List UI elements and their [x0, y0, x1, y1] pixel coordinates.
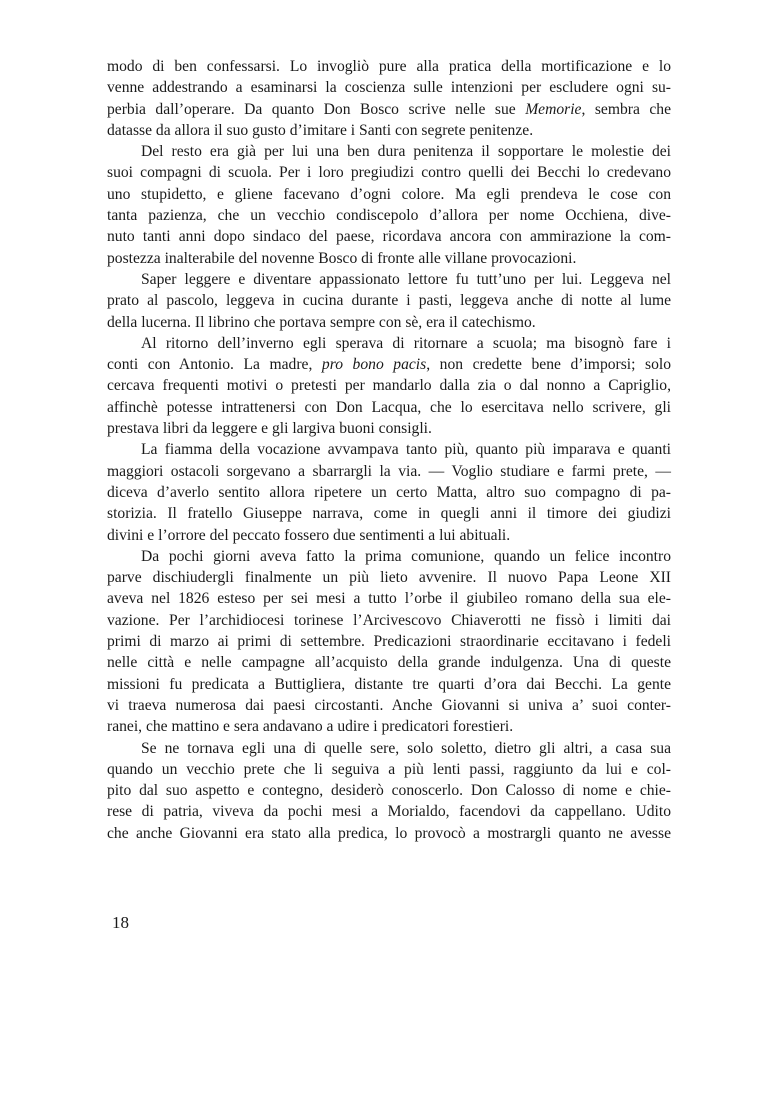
- text-line: conti con Antonio. La madre, pro bono pacis, non credette bene d’imporsi; solo: [107, 356, 672, 374]
- text-line: aveva nel 1826 esteso per sei mesi a tutto l’orbe il giubileo romano della sua ele-: [107, 590, 671, 608]
- paragraph: [107, 333, 671, 439]
- text-line: Saper leggere e diventare appassionato lettore fu tutt’uno per lui. Leggeva nel: [141, 270, 671, 288]
- text-line: uno stupidetto, e gliene facevano d’ogni colore. Ma egli prendeva le cose con: [107, 185, 671, 203]
- text-line: primi di marzo ai primi di settembre. Predicazioni straordinarie eccitavano i fedeli: [107, 633, 671, 651]
- italic-term: pro bono pacis: [321, 356, 427, 374]
- text-line: Al ritorno dell’inverno egli sperava di ritornare a scuola; ma bisognò fare i: [141, 334, 671, 352]
- text-line: Da pochi giorni aveva fatto la prima comunione, quando un felice incontro: [141, 547, 671, 565]
- text-line: quando un vecchio prete che li seguiva a più lenti passi, raggiunto da lui e col-: [107, 760, 671, 778]
- text-line: cercava frequenti motivi o pretesti per mandarlo dalla zia o dal nonno a Capriglio,: [107, 377, 671, 395]
- text-line: modo di ben confessarsi. Lo invogliò pure alla pratica della mortificazione e lo: [107, 58, 671, 75]
- page-body: [107, 56, 671, 844]
- text-line: suoi compagni di scuola. Per i loro pregiudizi contro quelli dei Becchi lo credevano: [107, 164, 671, 182]
- italic-term: Memorie: [525, 100, 582, 118]
- paragraph: [107, 141, 671, 269]
- paragraph: [107, 738, 671, 844]
- text-line: maggiori ostacoli sorgevano a sbarrargli la via. — Voglio studiare e farmi prete, —: [107, 462, 671, 480]
- text-line: diceva d’averlo sentito allora ripetere un certo Matta, altro suo compagno di pa-: [107, 483, 671, 501]
- text-line: La fiamma della vocazione avvampava tanto più, quanto più imparava e quanti: [141, 441, 671, 459]
- text-line: vi traeva numerosa dai paesi circostanti. Anche Giovanni si univa a’ suoi conter-: [107, 696, 671, 714]
- text-line: vazione. Per l’archidiocesi torinese l’Arcivescovo Chiaverotti ne fissò i limiti dai: [107, 611, 671, 629]
- page-number: 18: [112, 913, 129, 932]
- text-line: ranei, che mattino e sera andavano a udire i predicatori forestieri.: [107, 718, 514, 736]
- text-line: nelle città e nelle campagne all’acquisto della grande indulgenza. Una di queste: [107, 654, 671, 672]
- text-line: Del resto era già per lui una ben dura penitenza il sopportare le molestie dei: [141, 143, 671, 161]
- text-line: parve dischiudergli finalmente un più lieto avvenire. Il nuovo Papa Leone XII: [107, 569, 671, 587]
- text-line: tanta pazienza, che un vecchio condiscepolo d’allora per nome Occhiena, dive-: [107, 207, 671, 225]
- paragraph: [107, 439, 671, 545]
- text-line: affinchè potesse intrattenersi con Don Lacqua, che lo esercitava nello scrivere, gli: [107, 398, 671, 416]
- text-line: prato al pascolo, leggeva in cucina durante i pasti, leggeva anche di notte al lume: [107, 292, 671, 310]
- text-line: Se ne tornava egli una di quelle sere, solo soletto, dietro gli altri, a casa sua: [141, 739, 671, 757]
- text-line: missioni fu predicata a Buttigliera, distante tre quarti d’ora dai Becchi. La gente: [107, 675, 671, 693]
- text-line: divini e l’orrore del peccato fossero due sentimenti a lui abituali.: [107, 526, 511, 544]
- text-line: perbia dall’operare. Da quanto Don Bosco scrive nelle sue Memorie, sembra che: [107, 100, 671, 118]
- text-line: nuto tanti anni dopo sindaco del paese, ricordava ancora con ammirazione la com-: [107, 228, 671, 246]
- paragraph: [107, 269, 671, 333]
- text-line: storizia. Il fratello Giuseppe narrava, come in quegli anni il timore dei giudizi: [107, 505, 671, 523]
- text-line: della lucerna. Il librino che portava sempre con sè, era il catechismo.: [107, 313, 536, 331]
- text-line: prestava libri da leggere e gli largiva buoni consigli.: [107, 420, 432, 438]
- text-line: pito dal suo aspetto e contegno, desiderò conoscerlo. Don Calosso di nome e chie-: [107, 782, 671, 800]
- text-line: rese di patria, viveva da pochi mesi a Morialdo, facendovi da cappellano. Udito: [107, 803, 671, 821]
- text-line: che anche Giovanni era stato alla predica, lo provocò a mostrargli quanto ne avesse: [107, 824, 671, 842]
- text-line: datasse da allora il suo gusto d’imitare i Santi con segrete penitenze.: [107, 121, 534, 139]
- paragraph: [107, 546, 671, 738]
- text-line: venne addestrando a esaminarsi la coscienza sulle intenzioni per escludere ogni su-: [107, 79, 671, 97]
- paragraph: [107, 56, 671, 141]
- text-line: postezza inalterabile del novenne Bosco di fronte alle villane provocazioni.: [107, 249, 577, 267]
